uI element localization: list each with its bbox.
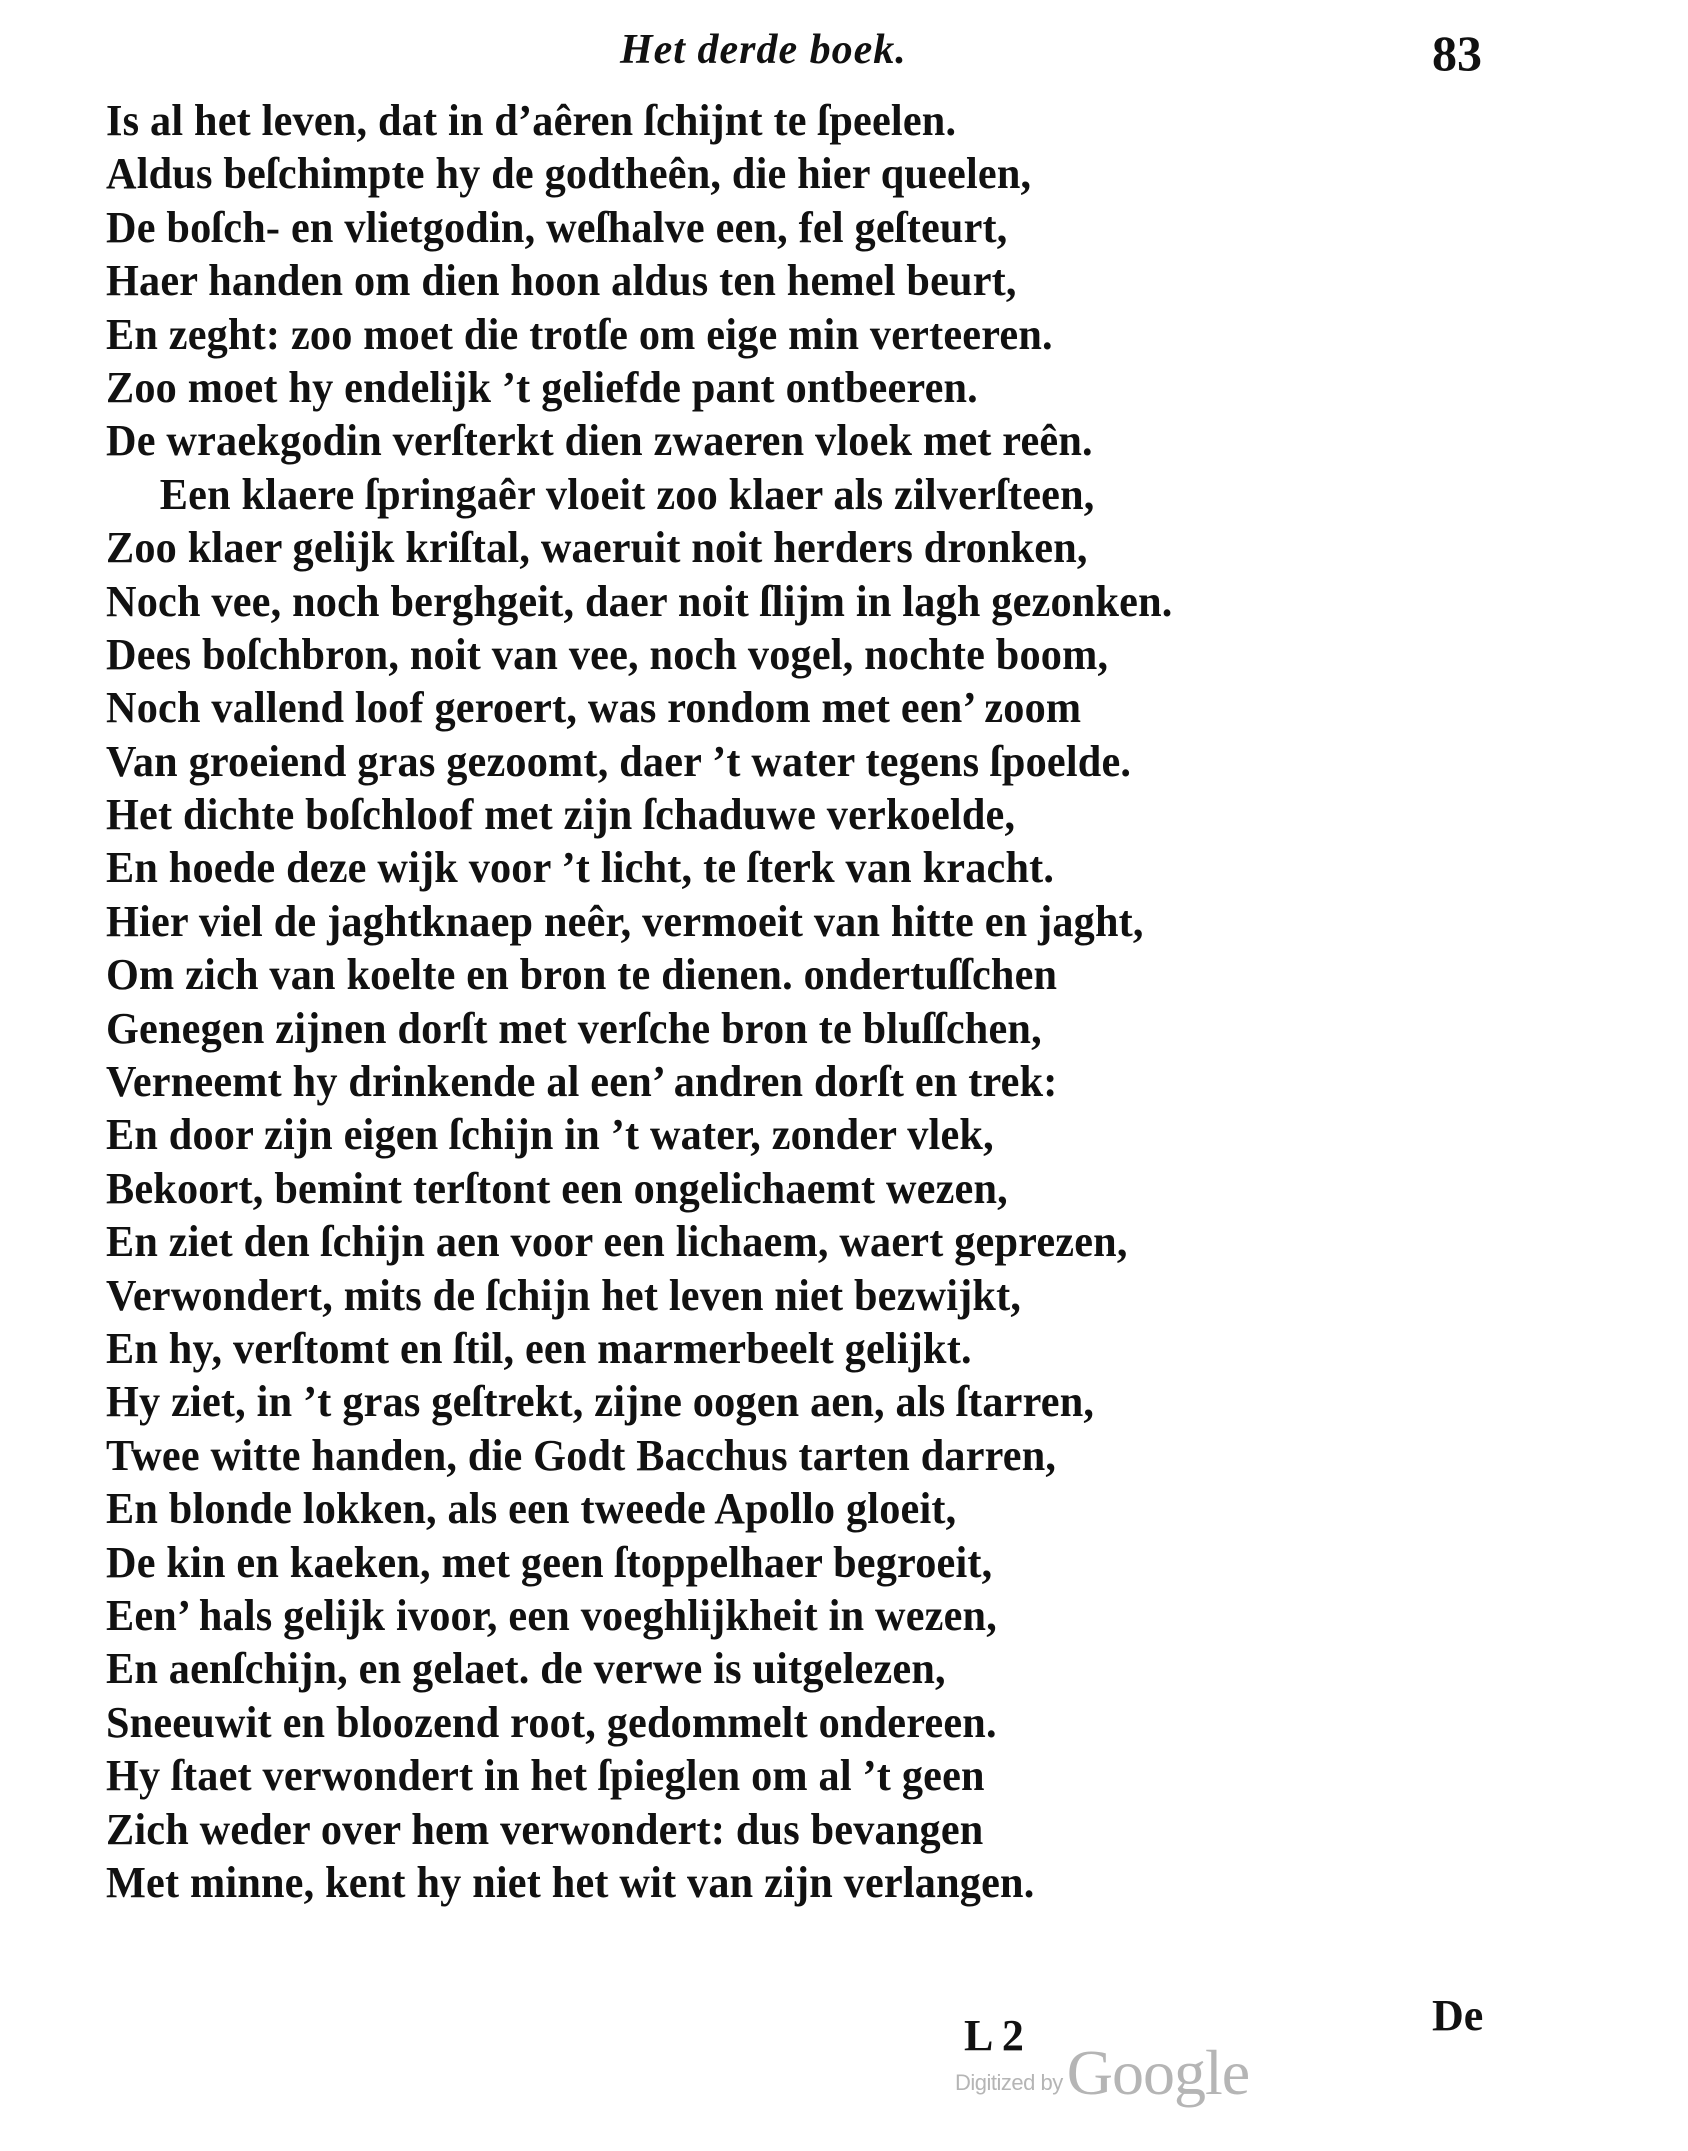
verse-line: Dees boſchbron, noit van vee, noch vogel, nochte boom, [106,629,1109,679]
verse-line: De wraekgodin verſterkt dien zwaeren vloek met reên. [106,416,1093,466]
verse-line: En zeght: zoo moet die trotſe om eige min verteeren. [106,309,1053,359]
verse-line: Hy ziet, in ’t gras geſtrekt, zijne oogen aen, als ſtarren, [106,1377,1095,1427]
verse-line: En blonde lokken, als een tweede Apollo gloeit, [106,1484,957,1534]
verse-line: Het dichte boſchloof met zijn ſchaduwe verkoelde, [106,790,1016,840]
catchword: De [1432,1991,1484,2040]
verse-line: En door zijn eigen ſchijn in ’t water, zonder vlek, [106,1110,994,1160]
verse-line-indented: Een klaere ſpringaêr vloeit zoo klaer als zilverſteen, [159,469,1095,519]
verse-line: De kin en kaeken, met geen ſtoppelhaer begroeit, [106,1537,993,1587]
verse-line: De boſch- en vlietgodin, weſhalve een, fel geſteurt, [106,202,1008,252]
verse-line: Zoo klaer gelijk kriſtal, waeruit noit herders dronken, [106,523,1088,573]
verse-line: En aenſchijn, en gelaet. de verwe is uitgelezen, [106,1644,946,1694]
verse-line: Verwondert, mits de ſchijn het leven niet bezwijkt, [106,1270,1022,1320]
verse-line: Verneemt hy drinkende al een’ andren dorſt en trek: [106,1057,1058,1107]
verse-line: En ziet den ſchijn aen voor een lichaem, waert geprezen, [106,1217,1128,1267]
verse-line: Een’ hals gelijk ivoor, een voeghlijkheit in wezen, [106,1590,997,1640]
verse-line: En hoede deze wijk voor ’t licht, te ſterk van kracht. [106,843,1055,893]
verse-line: Hier viel de jaghtknaep neêr, vermoeit van hitte en jaght, [106,896,1144,946]
verse-line: Aldus beſchimpte hy de godtheên, die hier queelen, [106,149,1032,199]
verse-line: Van groeiend gras gezoomt, daer ’t water tegens ſpoelde. [106,736,1132,786]
verse-line: Zoo moet hy endelijk ’t geliefde pant ontbeeren. [106,362,978,412]
google-digitized-watermark [955,2036,1249,2110]
verse-line: Met minne, kent hy niet het wit van zijn verlangen. [106,1857,1035,1907]
google-logo: Google [1066,2037,1250,2108]
verse-line: Twee witte handen, die Godt Bacchus tarten darren, [106,1430,1057,1480]
verse-line: Zich weder over hem verwondert: dus bevangen [106,1804,984,1854]
verse-line: Is al het leven, dat in d’aêren ſchijnt te ſpeelen. [106,96,957,145]
verse-line: Sneeuwit en bloozend root, gedommelt ondereen. [106,1697,997,1747]
verse-line: En hy, verſtomt en ſtil, een marmerbeelt gelijkt. [106,1323,972,1373]
watermark-prefix: Digitized by [955,2070,1063,2095]
verse-line: Bekoort, bemint terſtont een ongelichaemt wezen, [106,1163,1008,1213]
verse-line: Om zich van koelte en bron te dienen. ondertuſſchen [106,950,1058,1000]
verse-line: Noch vee, noch berghgeit, daer noit ſlijm in lagh gezonken. [106,576,1173,626]
verse-line: Hy ſtaet verwondert in het ſpieglen om al ’t geen [106,1751,985,1801]
running-title: Het derde boek. [620,27,907,73]
verse-line: Haer handen om dien hoon aldus ten hemel beurt, [106,256,1017,306]
verse-block [106,94,1506,1909]
page-number: 83 [1432,25,1482,81]
verse-line: Noch vallend loof geroert, was rondom met een’ zoom [106,683,1082,733]
running-head [0,12,1688,82]
verse-line: Genegen zijnen dorſt met verſche bron te bluſſchen, [106,1003,1042,1053]
signature-mark: L 2 [964,2011,1024,2060]
